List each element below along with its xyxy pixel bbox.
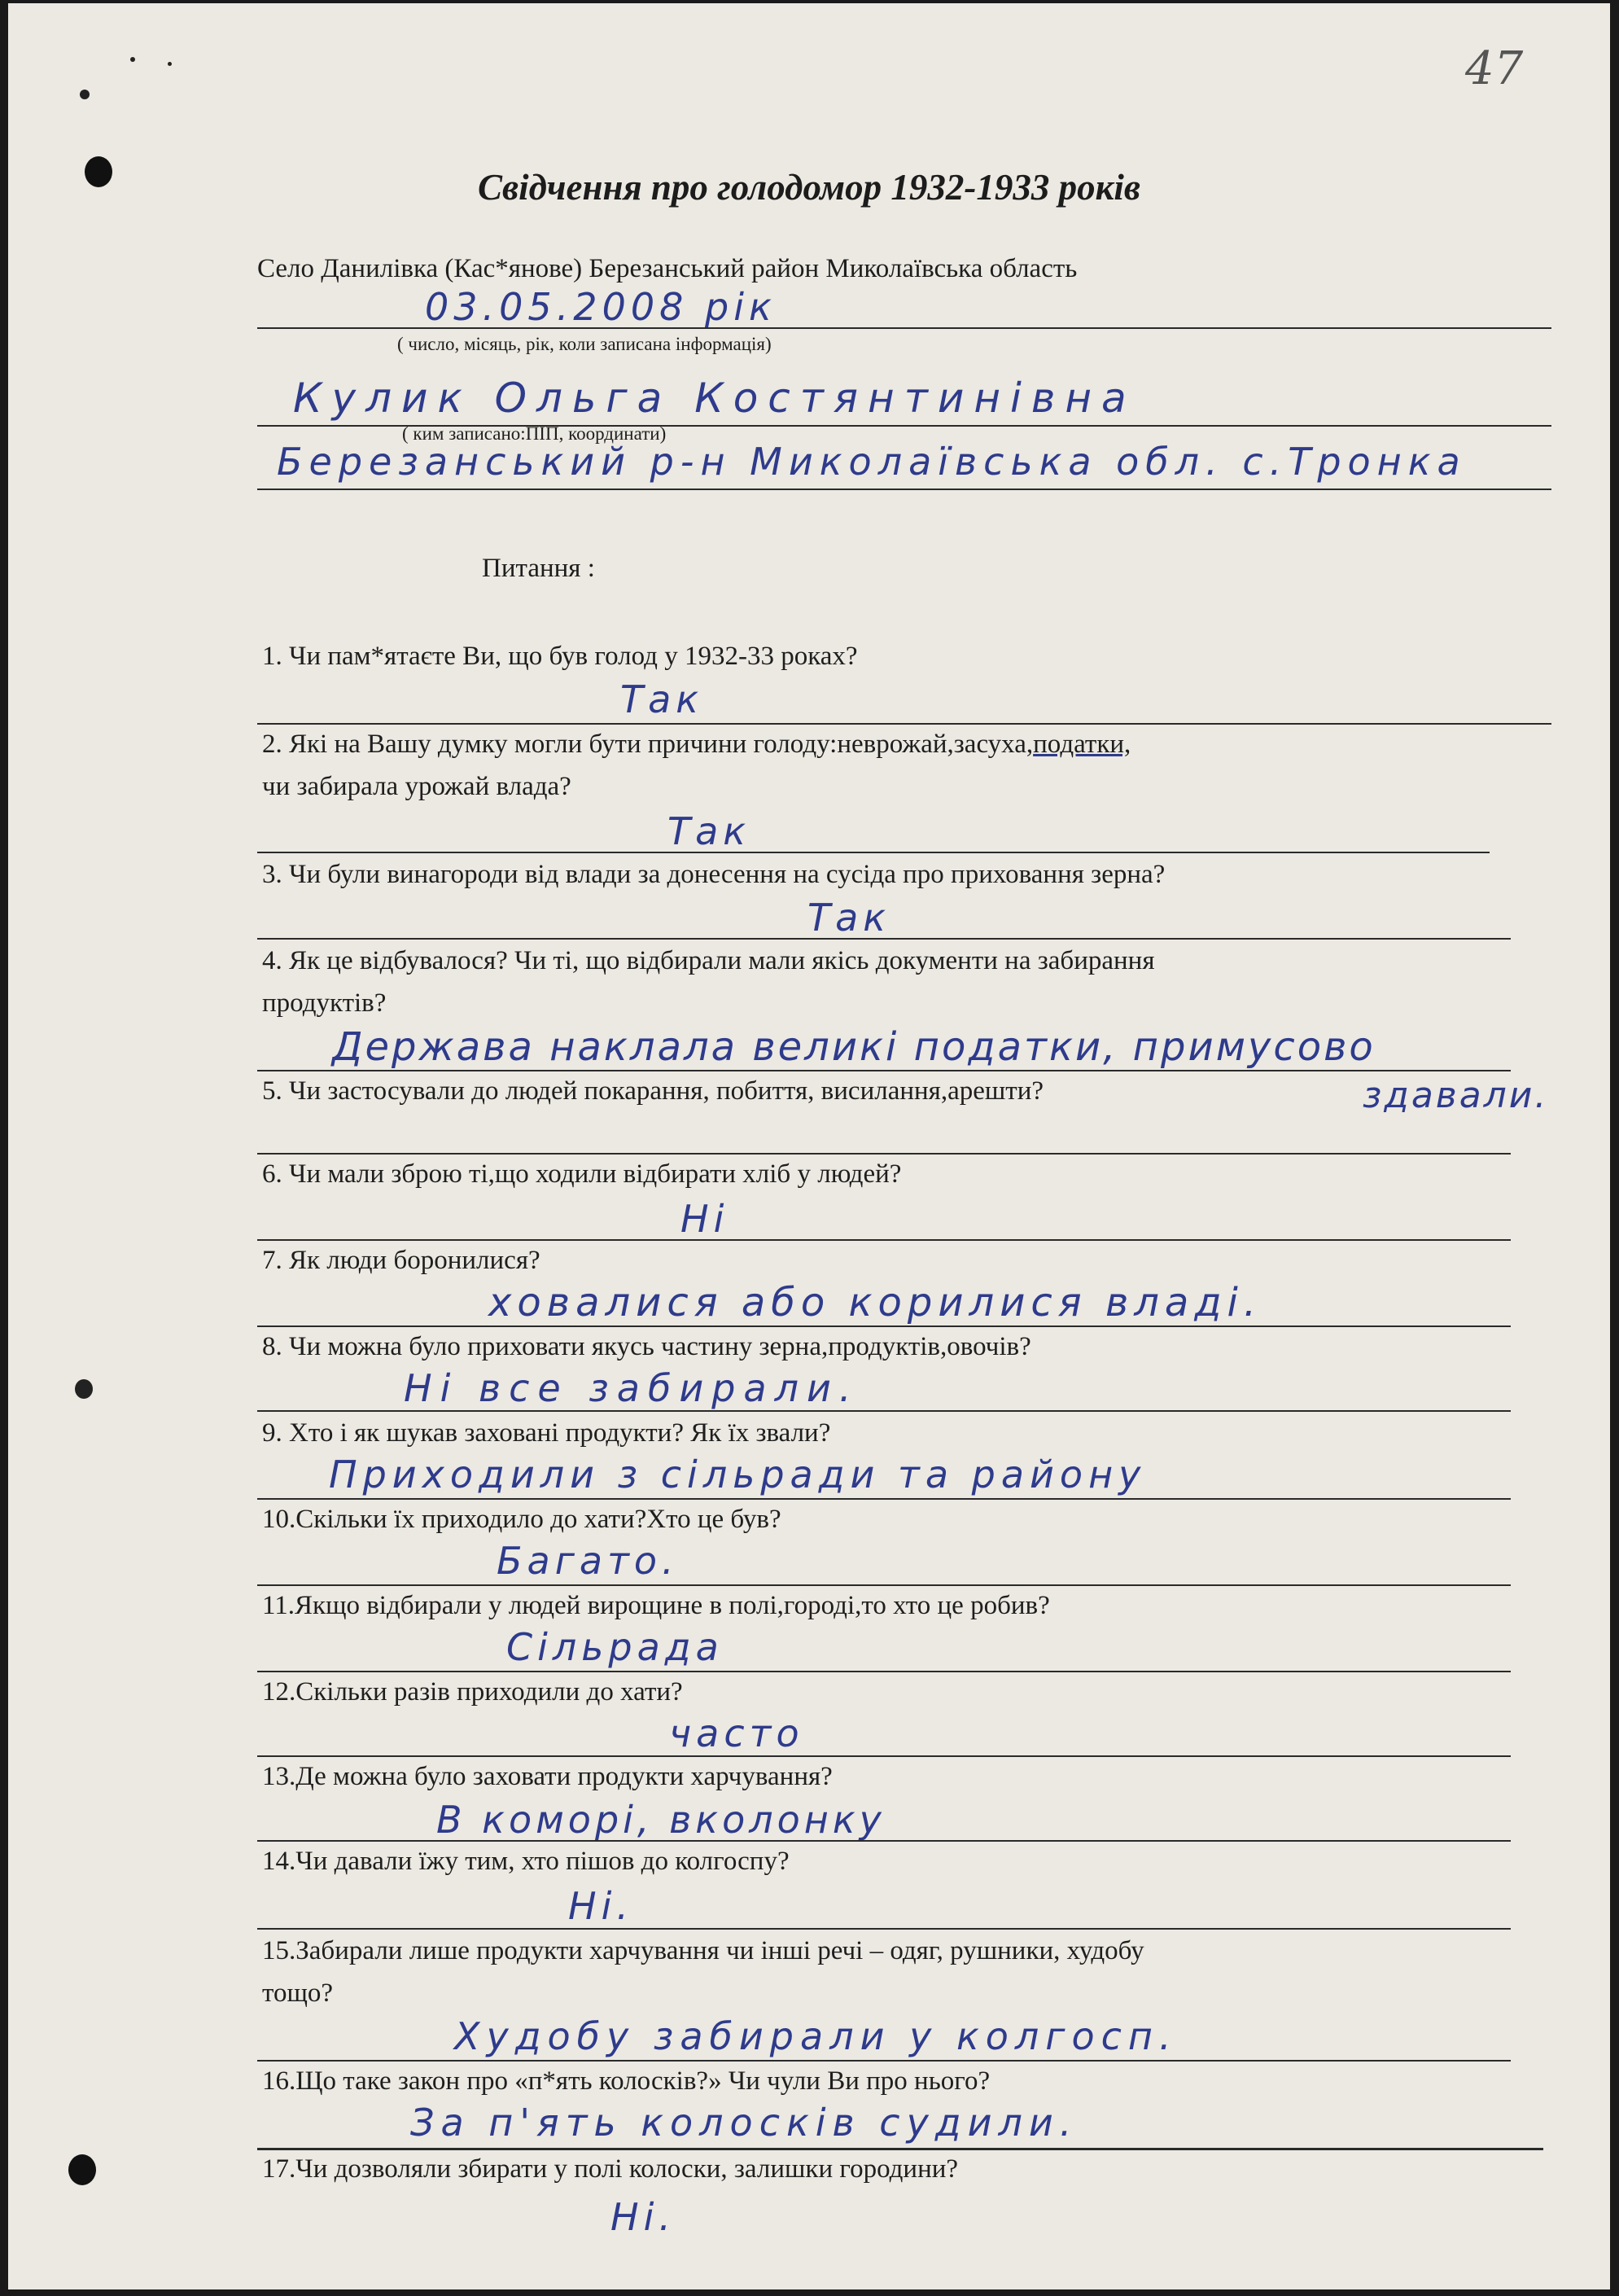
answer-line-15	[257, 2060, 1511, 2062]
document-title: Свідчення про голодомор 1932-1933 років	[477, 167, 1141, 208]
question-11: 11.Якщо відбирали у людей вирощине в полі,городі,то хто це робив?	[262, 1591, 1050, 1620]
question-3: 3. Чи були винагороди від влади за донесення на сусіда про приховання зерна?	[262, 860, 1166, 889]
question-1: 1. Чи пам*ятаєте Ви, що був голод у 1932-33 роках?	[262, 642, 858, 671]
recorder-caption: ( ким записано:ПІП, координати)	[402, 423, 667, 444]
answer-line-5	[257, 1153, 1511, 1155]
answer-4: Держава наклала великі податки, примусово	[332, 1024, 1376, 1070]
answer-3: Так	[807, 896, 891, 940]
dust-speck	[130, 57, 135, 62]
answer-line-9	[257, 1498, 1511, 1500]
question-14: 14.Чи давали їжу тим, хто пішов до колгоспу?	[262, 1847, 790, 1876]
question-16: 16.Що таке закон про «п*ять колосків?» Чи чули Ви про нього?	[262, 2066, 991, 2096]
question-15-cont: тощо?	[262, 1978, 334, 2008]
question-10: 10.Скільки їх приходило до хати?Хто це був?	[262, 1505, 781, 1534]
answer-line-4	[257, 1070, 1511, 1071]
answer-line-16	[257, 2148, 1543, 2150]
document-sheet	[8, 3, 1610, 2289]
location-line: Село Данилівка (Кас*янове) Березанський район Миколаївська область	[257, 254, 1078, 283]
question-17: 17.Чи дозволяли збирати у полі колоски, залишки городини?	[262, 2154, 959, 2184]
answer-line-14	[257, 1928, 1511, 1930]
address-underline	[257, 489, 1551, 490]
question-2-text: 2. Які на Вашу думку могли бути причини голоду:неврожай,засуха,	[262, 730, 1034, 759]
answer-2: Так	[667, 809, 751, 853]
question-2	[262, 730, 1131, 760]
punch-hole-bottom	[68, 2154, 96, 2185]
answer-10: Багато.	[497, 1539, 679, 1583]
question-15: 15.Забирали лише продукти харчування чи інші речі – одяг, рушники, худобу	[262, 1936, 1144, 1965]
question-13: 13.Де можна було заховати продукти харчування?	[262, 1762, 833, 1791]
answer-line-2	[257, 852, 1490, 853]
dust-speck	[80, 90, 90, 99]
answer-4-continued: здавали.	[1363, 1075, 1549, 1116]
question-4-cont: продуктів?	[262, 988, 387, 1018]
answer-14: Ні.	[568, 1884, 633, 1928]
question-9: 9. Хто і як шукав заховані продукти? Як їх звали?	[262, 1418, 831, 1448]
answer-12: часто	[669, 1711, 804, 1755]
question-12: 12.Скільки разів приходили до хати?	[262, 1677, 683, 1707]
answer-17: Ні.	[610, 2195, 676, 2239]
question-2-underlined-word: податки,	[1033, 730, 1131, 759]
recorder-address: Березанський р-н Миколаївська обл. с.Тронка	[277, 440, 1467, 484]
answer-11: Сільрада	[506, 1625, 724, 1669]
answer-15: Худобу забирали у колгосп.	[454, 2014, 1178, 2058]
answer-9: Приходили з сільради та району	[329, 1453, 1147, 1496]
answer-line-12	[257, 1755, 1511, 1757]
question-2-cont: чи забирала урожай влада?	[262, 772, 571, 801]
answer-13: В коморі, вколонку	[436, 1798, 886, 1842]
page-number: 47	[1465, 42, 1524, 95]
date-value: 03.05.2008 рік	[425, 285, 777, 329]
answer-8: Ні все забирали.	[404, 1366, 860, 1410]
answer-line-1	[257, 723, 1551, 725]
answer-line-6	[257, 1239, 1511, 1241]
question-4: 4. Як це відбувалося? Чи ті, що відбирали мали якісь документи на забирання	[262, 946, 1155, 975]
date-caption: ( число, місяць, рік, коли записана інформація)	[397, 334, 772, 354]
answer-6: Ні	[680, 1197, 729, 1241]
dust-speck	[75, 1379, 93, 1399]
answer-line-10	[257, 1584, 1511, 1586]
answer-line-3	[257, 938, 1511, 940]
date-underline	[257, 327, 1551, 329]
answer-16: За п'ять колосків судили.	[410, 2101, 1079, 2145]
question-5: 5. Чи застосували до людей покарання, побиття, висилання,арешти?	[262, 1076, 1044, 1106]
answer-line-11	[257, 1671, 1511, 1672]
question-7: 7. Як люди боронилися?	[262, 1246, 540, 1275]
answer-line-13	[257, 1840, 1511, 1842]
dust-speck	[168, 62, 172, 66]
recorder-name: Кулик Ольга Костянтинівна	[293, 375, 1136, 422]
answer-line-8	[257, 1410, 1511, 1412]
questions-heading: Питання :	[482, 554, 595, 583]
answer-1: Так	[620, 677, 704, 721]
question-8: 8. Чи можна було приховати якусь частину зерна,продуктів,овочів?	[262, 1332, 1031, 1361]
question-6: 6. Чи мали зброю ті,що ходили відбирати хліб у людей?	[262, 1159, 902, 1189]
answer-7: ховалися або корилися владі.	[488, 1280, 1262, 1325]
answer-line-7	[257, 1325, 1511, 1327]
